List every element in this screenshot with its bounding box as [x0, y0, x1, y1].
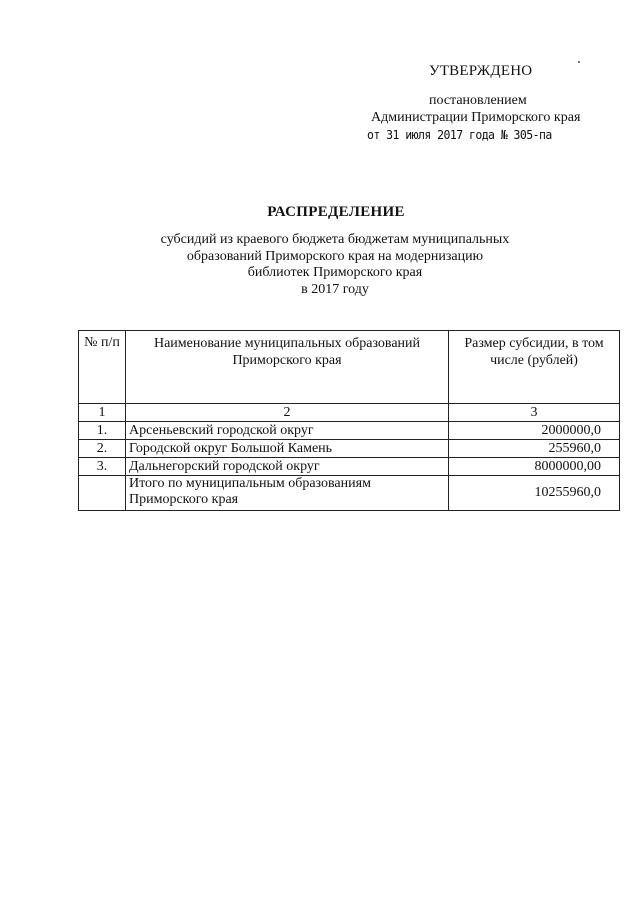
row-number: 3. [79, 458, 126, 476]
row-amount: 2000000,0 [449, 422, 620, 440]
subtitle-line: субсидий из краевого бюджета бюджетам муниципальных [160, 232, 510, 247]
document-title: РАСПРЕДЕЛЕНИЕ [267, 204, 405, 220]
header-amount: Размер субсидии, в том числе (рублей) [449, 331, 620, 404]
row-name: Городской округ Большой Камень [126, 440, 449, 458]
subtitle-line: библиотек Приморского края [247, 265, 423, 280]
column-number-row [79, 404, 620, 422]
approval-date-number: от 31 июля 2017 года № 305-па [367, 127, 552, 142]
table-header-row [79, 331, 620, 404]
subsidy-table [78, 330, 620, 511]
scan-speck [578, 61, 580, 63]
row-name: Арсеньевский городской округ [126, 422, 449, 440]
column-number: 3 [449, 404, 620, 422]
header-number: № п/п [79, 331, 126, 404]
row-name: Дальнегорский городской округ [126, 458, 449, 476]
table-row [79, 440, 620, 458]
approval-resolution: постановлением [429, 93, 527, 108]
document-subtitle [100, 232, 570, 298]
approval-authority: Администрации Приморского края [371, 110, 581, 125]
total-row [79, 476, 620, 511]
header-name: Наименование муниципальных образований Приморского края [126, 331, 449, 404]
total-amount: 10255960,0 [449, 476, 620, 511]
column-number: 1 [79, 404, 126, 422]
row-number: 2. [79, 440, 126, 458]
approval-stamp-title: УТВЕРЖДЕНО [429, 63, 533, 79]
subtitle-line: в 2017 году [301, 281, 369, 297]
row-number: 1. [79, 422, 126, 440]
column-number: 2 [126, 404, 449, 422]
row-amount: 8000000,00 [449, 458, 620, 476]
row-amount: 255960,0 [449, 440, 620, 458]
table-row [79, 458, 620, 476]
total-number [79, 476, 126, 511]
total-name: Итого по муниципальным образованиям Приморского края [126, 476, 449, 511]
subtitle-line: образований Приморского края на модернизацию [186, 248, 484, 264]
table-row [79, 422, 620, 440]
